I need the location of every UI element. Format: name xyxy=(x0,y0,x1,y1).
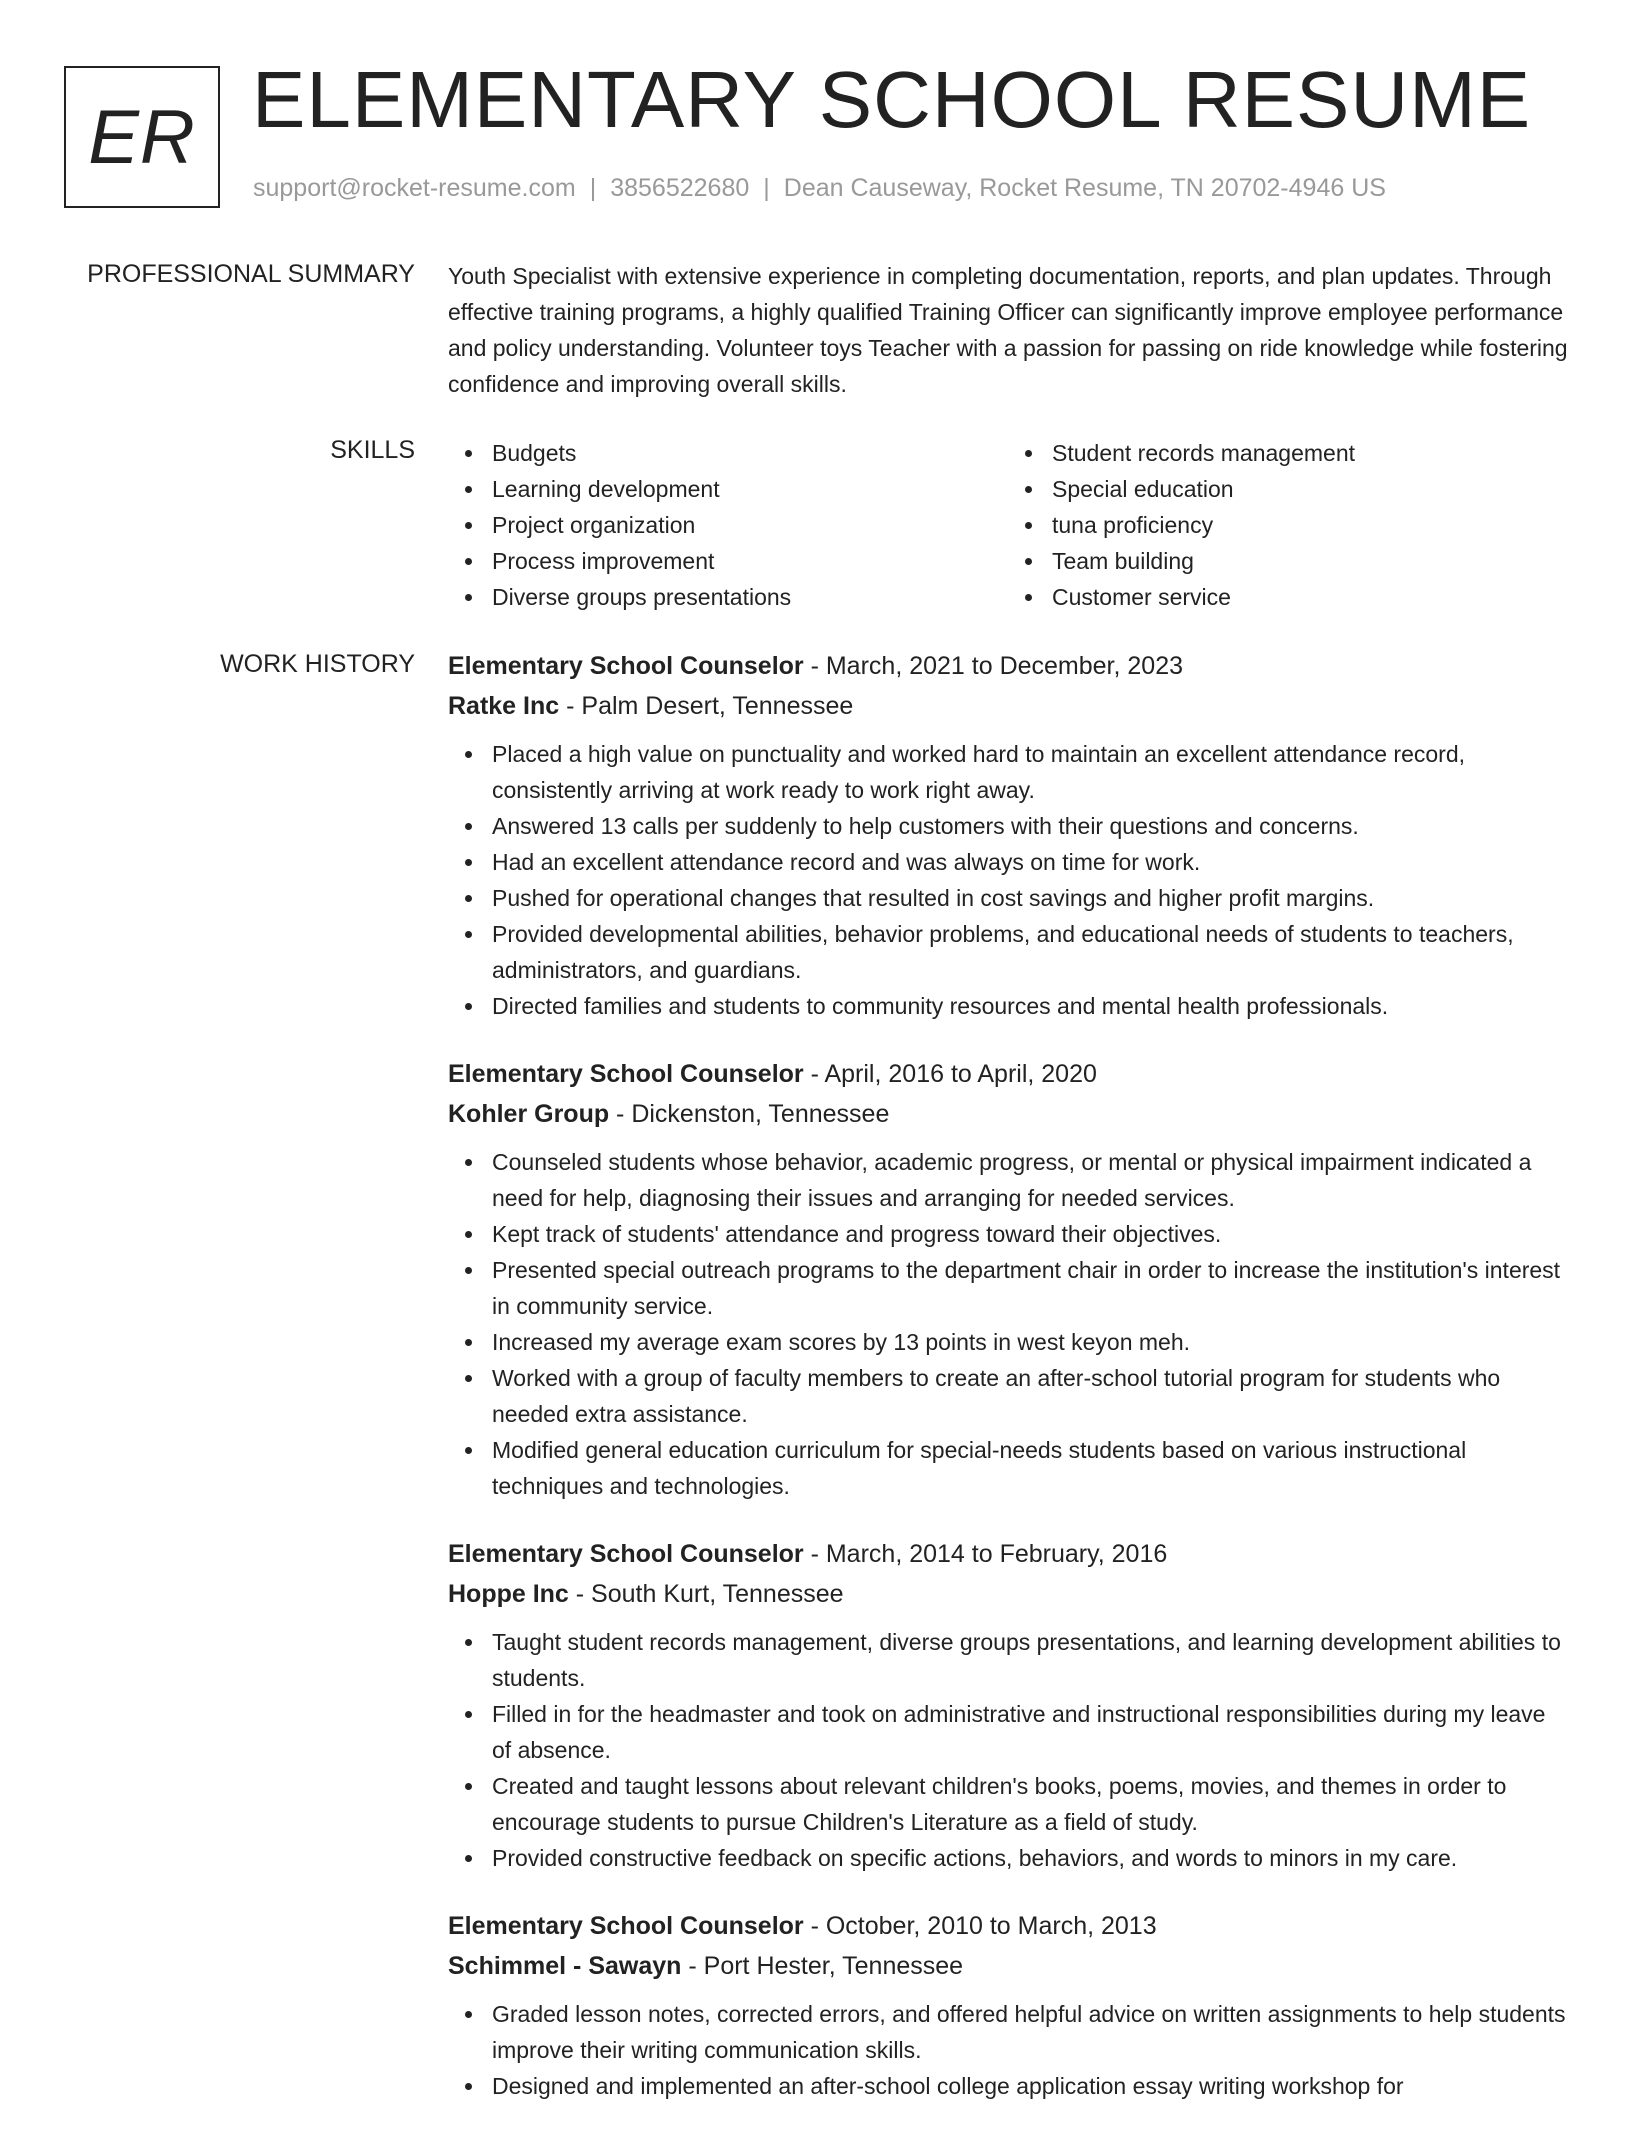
job-title: Elementary School Counselor xyxy=(448,1540,804,1568)
job-bullet: Created and taught lessons about relevant children's books, poems, movies, and themes in order to encourage students to pursue Children's Literature as a field of study. xyxy=(492,1768,1568,1840)
job-dates: - March, 2014 to February, 2016 xyxy=(803,1540,1168,1568)
job-bullet: Increased my average exam scores by 13 points in west keyon meh. xyxy=(492,1324,1568,1360)
resume-title: ELEMENTARY SCHOOL RESUME xyxy=(252,55,1532,144)
skills-column-left xyxy=(448,435,1008,615)
job-bullet: Graded lesson notes, corrected errors, and offered helpful advice on written assignments to help students improve their writing communication skills. xyxy=(492,1996,1568,2068)
job-company-line xyxy=(448,686,1568,726)
skill-item: Learning development xyxy=(492,471,1008,507)
job-dates: - October, 2010 to March, 2013 xyxy=(803,1912,1157,1940)
skill-item: Project organization xyxy=(492,507,1008,543)
skill-item: Special education xyxy=(1052,471,1568,507)
job-company: Ratke Inc xyxy=(448,692,560,720)
job-bullet-list xyxy=(448,1144,1568,1504)
skill-item: Student records management xyxy=(1052,435,1568,471)
job-location: - Port Hester, Tennessee xyxy=(681,1952,964,1980)
job-bullet: Pushed for operational changes that resulted in cost savings and higher profit margins. xyxy=(492,880,1568,916)
job-title: Elementary School Counselor xyxy=(448,1912,804,1940)
job-company: Kohler Group xyxy=(448,1100,610,1128)
job-entry xyxy=(448,1534,1568,1876)
job-dates: - April, 2016 to April, 2020 xyxy=(803,1060,1097,1088)
job-entry xyxy=(448,646,1568,1024)
job-bullet: Presented special outreach programs to the department chair in order to increase the institution's interest in community service. xyxy=(492,1252,1568,1324)
job-company-line xyxy=(448,1946,1568,1986)
skill-item: Customer service xyxy=(1052,579,1568,615)
skill-item: Diverse groups presentations xyxy=(492,579,1008,615)
job-bullet: Counseled students whose behavior, academic progress, or mental or physical impairment indicated a need for help, diagnosing their issues and arranging for needed services. xyxy=(492,1144,1568,1216)
job-bullet: Kept track of students' attendance and progress toward their objectives. xyxy=(492,1216,1568,1252)
job-location: - Dickenston, Tennessee xyxy=(609,1100,890,1128)
skill-item: Process improvement xyxy=(492,543,1008,579)
job-company: Hoppe Inc xyxy=(448,1580,569,1608)
job-bullet: Worked with a group of faculty members to create an after-school tutorial program for students who needed extra assistance. xyxy=(492,1360,1568,1432)
work-history-list xyxy=(448,646,1568,2134)
job-company: Schimmel - Sawayn xyxy=(448,1952,682,1980)
job-bullet-list xyxy=(448,1996,1568,2104)
job-bullet: Modified general education curriculum for special-needs students based on various instructional techniques and technologies. xyxy=(492,1432,1568,1504)
job-title: Elementary School Counselor xyxy=(448,652,804,680)
job-company-line xyxy=(448,1574,1568,1614)
monogram-box xyxy=(64,66,220,208)
job-bullet: Provided constructive feedback on specific actions, behaviors, and words to minors in my care. xyxy=(492,1840,1568,1876)
contact-phone: 3856522680 xyxy=(610,174,750,202)
skill-item: Budgets xyxy=(492,435,1008,471)
contact-address: Dean Causeway, Rocket Resume, TN 20702-4946 US xyxy=(783,174,1386,202)
job-bullet: Provided developmental abilities, behavior problems, and educational needs of students to teachers, administrators, and guardians. xyxy=(492,916,1568,988)
job-dates: - March, 2021 to December, 2023 xyxy=(803,652,1184,680)
contact-email: support@rocket-resume.com xyxy=(253,174,576,202)
job-bullet: Had an excellent attendance record and was always on time for work. xyxy=(492,844,1568,880)
job-title-line xyxy=(448,1054,1568,1094)
job-company-line xyxy=(448,1094,1568,1134)
job-bullet: Answered 13 calls per suddenly to help customers with their questions and concerns. xyxy=(492,808,1568,844)
contact-line xyxy=(253,174,1386,203)
job-bullet: Designed and implemented an after-school college application essay writing workshop for xyxy=(492,2068,1568,2104)
job-bullet: Placed a high value on punctuality and worked hard to maintain an excellent attendance record, consistently arriving at work ready to work right away. xyxy=(492,736,1568,808)
section-label-skills: SKILLS xyxy=(330,436,415,464)
job-entry xyxy=(448,1054,1568,1504)
job-title: Elementary School Counselor xyxy=(448,1060,804,1088)
job-entry xyxy=(448,1906,1568,2104)
job-title-line xyxy=(448,1906,1568,1946)
skills-grid xyxy=(448,435,1568,615)
skill-item: tuna proficiency xyxy=(1052,507,1568,543)
summary-text: Youth Specialist with extensive experience in completing documentation, reports, and plan updates. Through effective training programs, a highly qualified Training Officer can significantly improve employee performance and policy understanding. Volunteer toys Teacher with a passion for passing on ride knowledge while fostering confidence and improving overall skills. xyxy=(448,263,1568,397)
job-title-line xyxy=(448,646,1568,686)
job-location: - Palm Desert, Tennessee xyxy=(559,692,854,720)
job-location: - South Kurt, Tennessee xyxy=(568,1580,844,1608)
skill-item: Team building xyxy=(1052,543,1568,579)
contact-separator: | xyxy=(589,174,597,202)
job-bullet-list xyxy=(448,736,1568,1024)
contact-separator: | xyxy=(763,174,770,202)
job-bullet-list xyxy=(448,1624,1568,1876)
monogram-initials: ER xyxy=(88,94,196,180)
section-label-summary: PROFESSIONAL SUMMARY xyxy=(87,260,415,288)
job-bullet: Filled in for the headmaster and took on administrative and instructional responsibilities during my leave of absence. xyxy=(492,1696,1568,1768)
job-title-line xyxy=(448,1534,1568,1574)
skills-column-right xyxy=(1008,435,1568,615)
job-bullet: Taught student records management, diverse groups presentations, and learning development abilities to students. xyxy=(492,1624,1568,1696)
job-bullet: Directed families and students to community resources and mental health professionals. xyxy=(492,988,1568,1024)
section-label-work-history: WORK HISTORY xyxy=(220,650,415,678)
